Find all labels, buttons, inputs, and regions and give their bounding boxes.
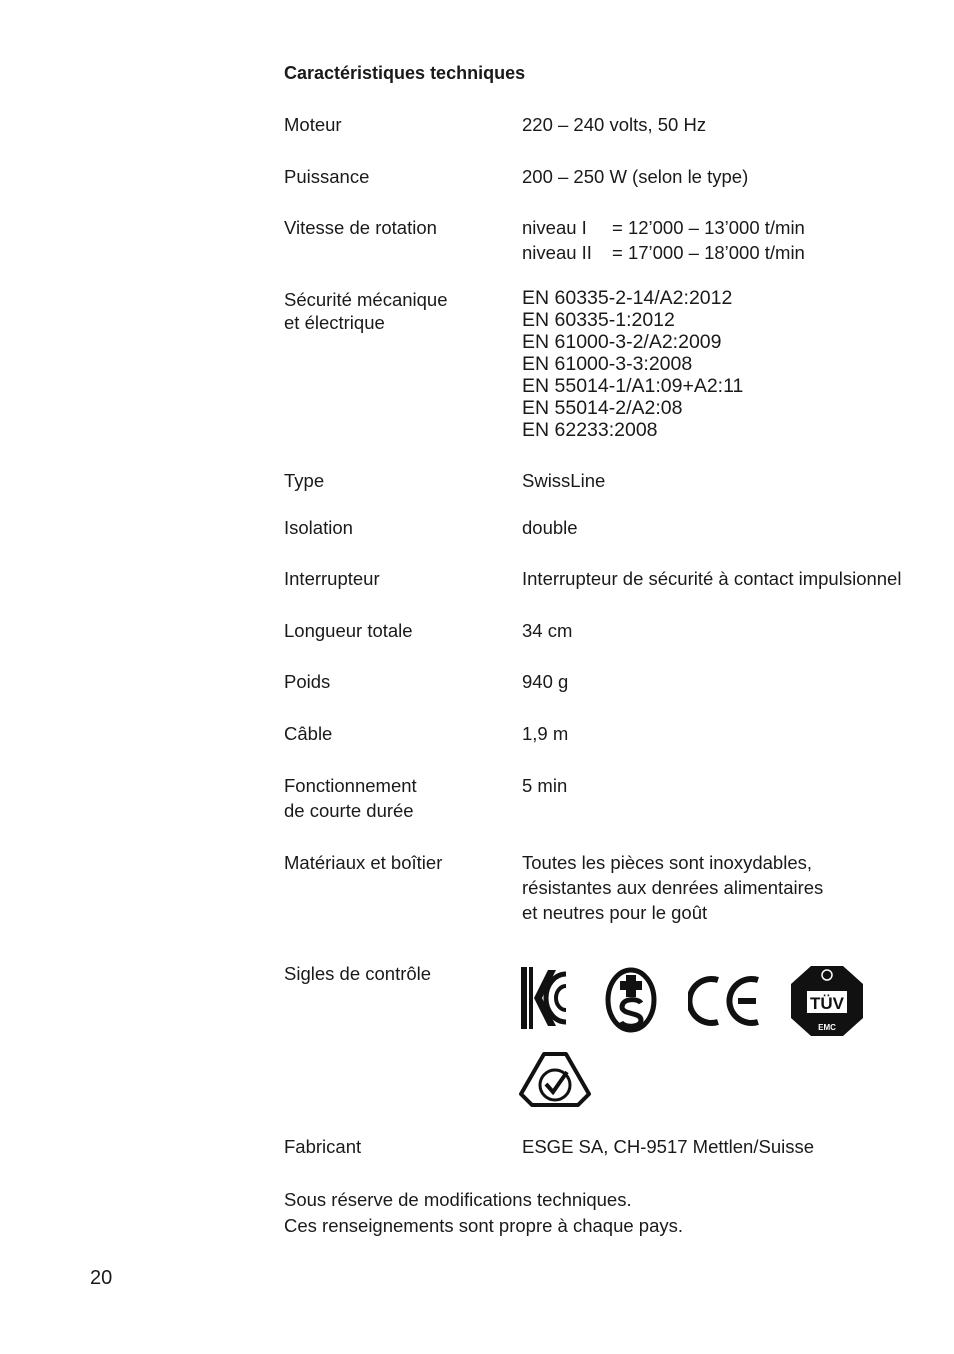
- speed-row: [522, 215, 805, 240]
- standard-item: EN 61000-3-2/A2:2009: [522, 331, 722, 353]
- spec-label-materiaux: Matériaux et boîtier: [284, 852, 443, 873]
- spec-value-fonctionnement: 5 min: [522, 775, 568, 796]
- standard-item: EN 55014-1/A1:09+A2:11: [522, 375, 744, 397]
- materiaux-line: résistantes aux denrées alimentaires: [522, 877, 824, 898]
- spec-label-securite-line1: Sécurité mécanique: [284, 289, 448, 310]
- materiaux-line: et neutres pour le goût: [522, 902, 708, 923]
- spec-value-fabricant: ESGE SA, CH-9517 Mettlen/Suisse: [522, 1136, 815, 1157]
- footer-note-line1: Sous réserve de modifications techniques.: [284, 1189, 632, 1210]
- kc-mark-icon: [520, 966, 568, 1030]
- spec-value-poids: 940 g: [522, 671, 569, 692]
- svg-text:TÜV: TÜV: [810, 994, 844, 1013]
- standard-item: EN 62233:2008: [522, 419, 658, 441]
- s-plus-mark-icon: [605, 967, 657, 1033]
- standard-item: EN 55014-2/A2:08: [522, 397, 683, 419]
- spec-value-type: SwissLine: [522, 470, 606, 491]
- spec-value-longueur: 34 cm: [522, 620, 573, 641]
- spec-label-type: Type: [284, 470, 325, 491]
- spec-label-moteur: Moteur: [284, 114, 342, 135]
- spec-label-fonctionnement-line2: de courte durée: [284, 800, 414, 821]
- page-number: 20: [90, 1267, 113, 1289]
- speed-row: [522, 240, 805, 265]
- spec-label-longueur: Longueur totale: [284, 620, 413, 641]
- spec-value-cable: 1,9 m: [522, 723, 569, 744]
- page-title: Caractéristiques techniques: [284, 63, 526, 83]
- standard-item: EN 61000-3-3:2008: [522, 353, 693, 375]
- footer-note-line2: Ces renseignements sont propre à chaque pays.: [284, 1215, 684, 1236]
- standards-list: [522, 287, 743, 441]
- spec-value-interrupteur: Interrupteur de sécurité à contact impulsionnel: [522, 568, 902, 589]
- speed-level: niveau I: [522, 217, 587, 238]
- standard-item: EN 60335-1:2012: [522, 309, 675, 331]
- ce-mark-icon: [688, 974, 762, 1028]
- spec-label-poids: Poids: [284, 671, 331, 692]
- rcm-mark-icon: [518, 1050, 592, 1108]
- spec-value-moteur: 220 – 240 volts, 50 Hz: [522, 114, 707, 135]
- spec-label-cable: Câble: [284, 723, 333, 744]
- footer-note: [284, 1187, 683, 1239]
- spec-label-isolation: Isolation: [284, 517, 353, 538]
- spec-label-sigles: Sigles de contrôle: [284, 963, 432, 984]
- materiaux-line: Toutes les pièces sont inoxydables,: [522, 852, 813, 873]
- spec-value-puissance: 200 – 250 W (selon le type): [522, 166, 749, 187]
- spec-label-interrupteur: Interrupteur: [284, 568, 380, 589]
- spec-value-materiaux: [522, 850, 823, 925]
- spec-label-vitesse: Vitesse de rotation: [284, 217, 437, 238]
- spec-label-fonctionnement-line1: Fonctionnement: [284, 775, 417, 796]
- spec-label-securite: [284, 288, 448, 334]
- speed-value: = 17’000 – 18’000 t/min: [612, 242, 805, 263]
- spec-label-fabricant: Fabricant: [284, 1136, 362, 1157]
- spec-label-securite-line2: et électrique: [284, 312, 385, 333]
- svg-text:EMC: EMC: [818, 1023, 836, 1032]
- tuv-emc-mark-icon: [789, 964, 865, 1038]
- spec-value-isolation: double: [522, 517, 578, 538]
- speed-value: = 12’000 – 13’000 t/min: [612, 217, 805, 238]
- spec-label-puissance: Puissance: [284, 166, 370, 187]
- spec-value-vitesse: [522, 215, 805, 265]
- speed-level: niveau II: [522, 242, 592, 263]
- standard-item: EN 60335-2-14/A2:2012: [522, 287, 733, 309]
- spec-label-fonctionnement: [284, 773, 417, 823]
